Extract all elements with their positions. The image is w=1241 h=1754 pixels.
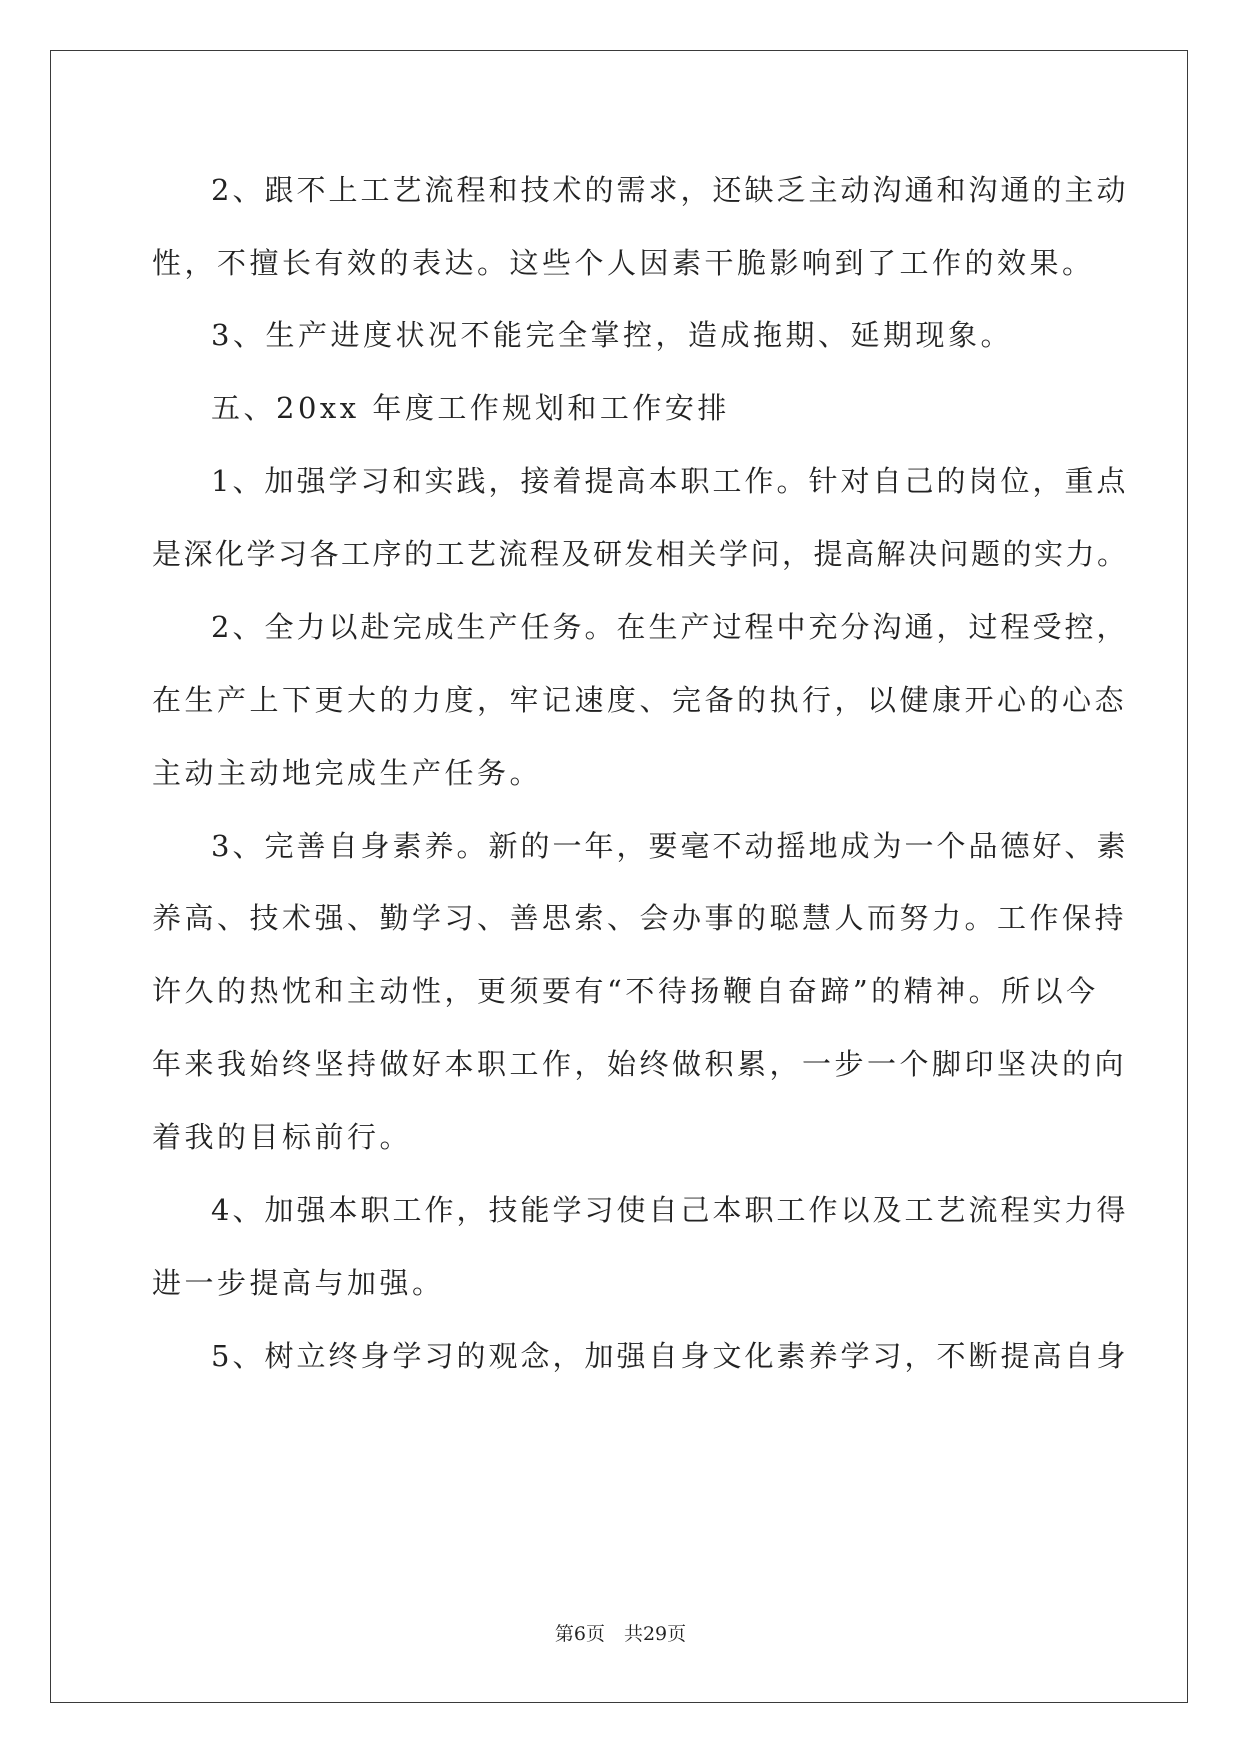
section-heading: 五、20xx 年度工作规划和工作安排 — [211, 391, 730, 425]
text-line: 主动主动地完成生产任务。 — [152, 756, 543, 790]
text-line: 进一步提高与加强。 — [152, 1266, 445, 1300]
text-line: 养高、技术强、勤学习、善思索、会办事的聪慧人而努力。工作保持 — [152, 901, 1128, 935]
text-line: 1、加强学习和实践，接着提高本职工作。针对自己的岗位，重点 — [211, 464, 1129, 498]
text-line: 3、生产进度状况不能完全掌控，造成拖期、延期现象。 — [211, 318, 1013, 352]
text-line: 2、跟不上工艺流程和技术的需求，还缺乏主动沟通和沟通的主动 — [211, 173, 1129, 207]
text-line: 性，不擅长有效的表达。这些个人因素干脆影响到了工作的效果。 — [152, 246, 1095, 280]
text-line: 3、完善自身素养。新的一年，要毫不动摇地成为一个品德好、素 — [211, 829, 1129, 863]
text-line: 在生产上下更大的力度，牢记速度、完备的执行，以健康开心的心态 — [152, 683, 1128, 717]
text-line: 着我的目标前行。 — [152, 1120, 413, 1154]
text-line: 许久的热忱和主动性，更须要有“不待扬鞭自奋蹄”的精神。所以今 — [152, 974, 1099, 1008]
text-line: 年来我始终坚持做好本职工作，始终做积累，一步一个脚印坚决的向 — [152, 1047, 1128, 1081]
text-line: 4、加强本职工作，技能学习使自己本职工作以及工艺流程实力得 — [211, 1193, 1129, 1227]
text-line: 5、树立终身学习的观念，加强自身文化素养学习，不断提高自身 — [211, 1339, 1129, 1373]
text-line: 2、全力以赴完成生产任务。在生产过程中充分沟通，过程受控， — [211, 610, 1129, 644]
text-line: 是深化学习各工序的工艺流程及研发相关学问，提高解决问题的实力。 — [152, 537, 1129, 571]
page-border — [50, 50, 1188, 1703]
page-number-footer: 第6页 共29页 — [554, 1623, 687, 1645]
